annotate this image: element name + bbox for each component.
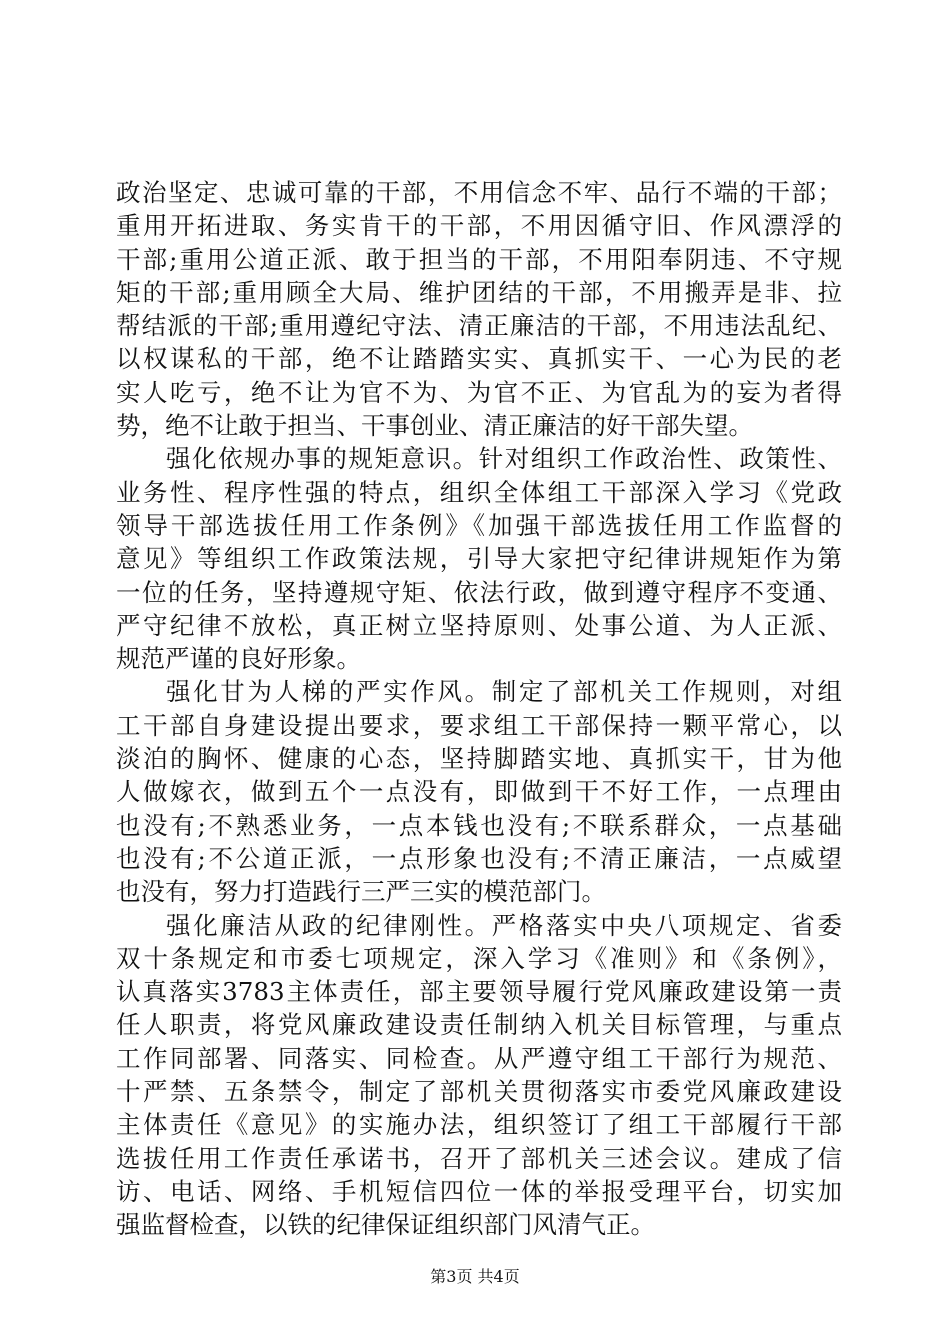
text-line: 势，绝不让敢于担当、干事创业、清正廉洁的好干部失望。 [116,411,753,441]
text-line: 也没有;不公道正派，一点形象也没有;不清正廉洁，一点威望 [116,843,842,873]
text-line: 工作同部署、同落实、同检查。从严遵守组工干部行为规范、 [116,1043,842,1073]
text-line: 强监督检查，以铁的纪律保证组织部门风清气正。 [116,1210,655,1240]
text-line: 帮结派的干部;重用遵纪守法、清正廉洁的干部，不用违法乱纪、 [116,311,842,341]
text-line: 规范严谨的良好形象。 [116,644,361,674]
text-line: 严守纪律不放松，真正树立坚持原则、处事公道、为人正派、 [116,610,842,640]
text-line: 淡泊的胸怀、健康的心态，坚持脚踏实地、真抓实干，甘为他 [116,744,842,774]
text-line: 领导干部选拔任用工作条例》《加强干部选拔任用工作监督的 [116,510,842,540]
text-line: 认真落实3783主体责任，部主要领导履行党风廉政建设第一责 [116,977,842,1007]
text-line: 选拔任用工作责任承诺书，召开了部机关三述会议。建成了信 [116,1143,842,1173]
text-line: 重用开拓进取、务实肯干的干部，不用因循守旧、作风漂浮的 [116,211,842,241]
body-text [116,176,842,1242]
text-line: 一位的任务，坚持遵规守矩、依法行政，做到遵守程序不变通、 [116,577,842,607]
text-line: 双十条规定和市委七项规定，深入学习《准则》和《条例》， [116,943,842,973]
text-line: 政治坚定、忠诚可靠的干部，不用信念不牢、品行不端的干部； [116,178,842,207]
text-line: 强化廉洁从政的纪律刚性。严格落实中央八项规定、省委 [166,910,842,940]
text-line: 也没有，努力打造践行三严三实的模范部门。 [116,877,606,907]
text-line: 矩的干部;重用顾全大局、维护团结的干部，不用搬弄是非、拉 [116,277,842,307]
paragraph-2 [116,442,842,675]
text-line: 任人职责，将党风廉政建设责任制纳入机关目标管理，与重点 [116,1010,842,1040]
paragraph-3 [116,675,842,908]
text-line: 实人吃亏，绝不让为官不为、为官不正、为官乱为的妄为者得 [116,377,842,407]
text-line: 干部;重用公道正派、敢于担当的干部，不用阳奉阴违、不守规 [116,244,842,274]
page-number-footer: 第3页 共4页 [430,1267,520,1286]
text-line: 主体责任《意见》的实施办法，组织签订了组工干部履行干部 [116,1110,842,1140]
text-line: 也没有;不熟悉业务，一点本钱也没有;不联系群众，一点基础 [116,810,842,840]
text-line: 业务性、程序性强的特点，组织全体组工干部深入学习《党政 [116,477,842,507]
text-line: 强化依规办事的规矩意识。针对组织工作政治性、政策性、 [166,444,842,474]
text-line: 人做嫁衣，做到五个一点没有，即做到干不好工作，一点理由 [116,777,842,807]
paragraph-4 [116,909,842,1242]
text-line: 十严禁、五条禁令，制定了部机关贯彻落实市委党风廉政建设 [116,1077,842,1107]
text-line: 以权谋私的干部，绝不让踏踏实实、真抓实干、一心为民的老 [116,344,842,374]
paragraph-1 [116,176,842,442]
text-line: 强化甘为人梯的严实作风。制定了部机关工作规则，对组 [166,677,842,707]
text-line: 意见》等组织工作政策法规，引导大家把守纪律讲规矩作为第 [116,544,842,574]
text-line: 工干部自身建设提出要求，要求组工干部保持一颗平常心，以 [116,710,842,740]
text-line: 访、电话、网络、手机短信四位一体的举报受理平台，切实加 [116,1176,842,1206]
